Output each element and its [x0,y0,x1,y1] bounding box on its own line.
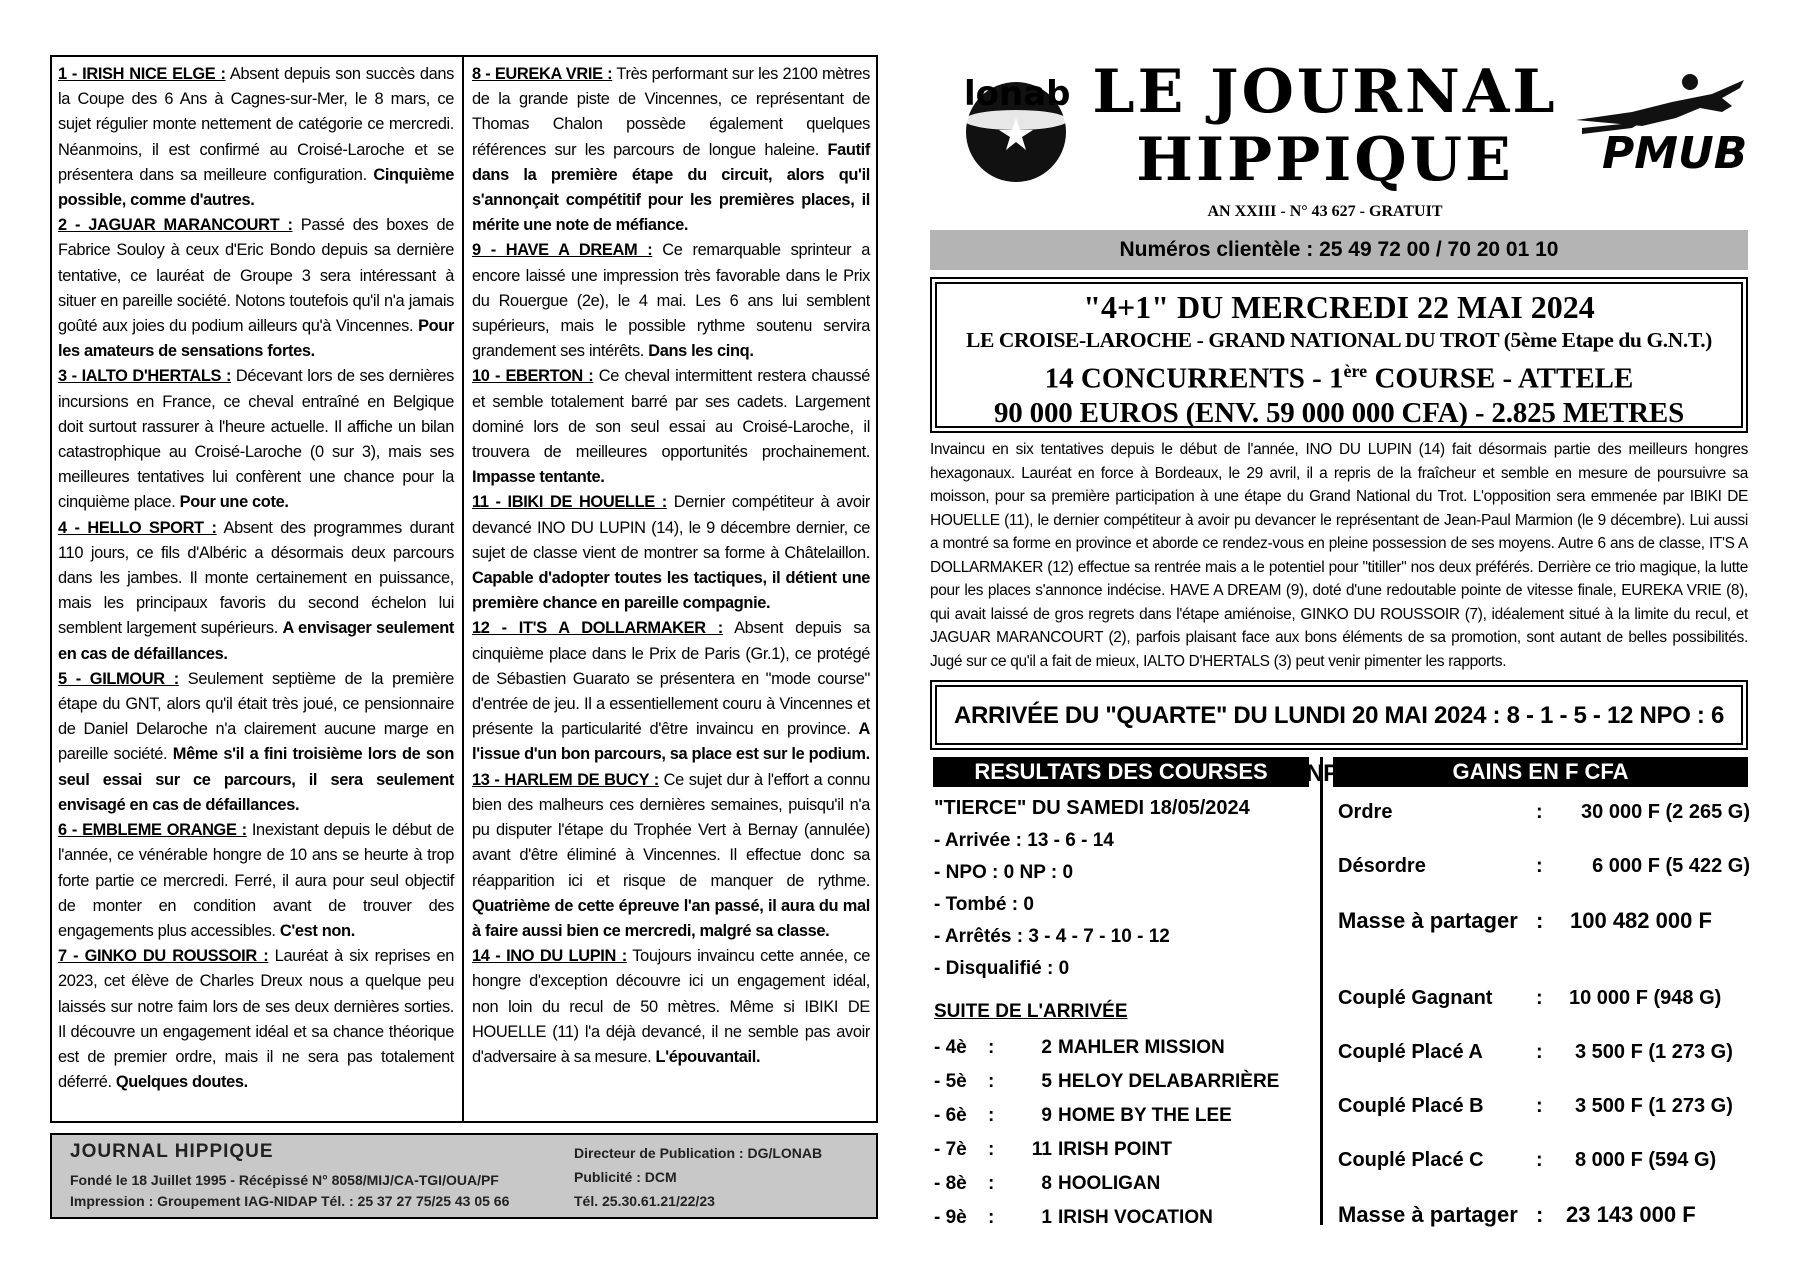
horse-comment: 10 - EBERTON : Ce cheval intermittent restera chaussé et semble totalement barré par ses cadets. Largement dominé lors de son seul essai au Croisé-Laroche, il trouvera de meilleures opportunités prochainement. Impasse tentante. [472,367,870,487]
imprint-footer [50,1133,878,1219]
gain-row: Couplé Gagnant [1338,987,1493,1009]
race-summary: Invaincu en six tentatives depuis le début de l'année, INO DU LUPIN (14) fait désormais partie des meilleurs hongres hexagonaux. Lauréat en force à Bordeaux, le 29 avril, il a repris de la fraîcheur et semble en mesure de poursuivre sa moisson, pour sa première participation à une étape du Grand National du Trot. L'opposition sera emmenée par IBIKI DE HOUELLE (11), le dernier compétiteur à avoir pu devancer le représentant de Jean-Paul Marmion (le 9 décembre). Lui aussi a montré sa forme en province et aborde ce rendez-vous en pleine possession de ses moyens. Autre 6 ans de classe, IT'S A DOLLARMAKER (12) effectue sa rentrée mais a le potentiel pour "titiller" nos deux préférés. Derrière ce trio magique, la lutte pour les places s'annonce indécise. HAVE A DREAM (9), doté d'une redoutable pointe de vitesse finale, EUREKA VRIE (8), qui avait laissé de gros regrets dans l'étape amiénoise, GINKO DU ROUSSOIR (7), idéalement situé à la limite du recul, et JAGUAR MARANCOURT (2), parfois plaisant face aux bons éléments de sa promotion, sont autant de belles possibilités. Jugé sur ce qu'il a fait de mieux, IALTO D'HERTALS (3) peut venir pimenter les rapports. [930,441,1748,670]
race-prize: 90 000 EUROS (ENV. 59 000 000 CFA) - 2.825 METRES [994,396,1684,429]
gain-row: Couplé Placé B [1338,1095,1484,1117]
gain-row: Masse à partager [1338,1202,1518,1227]
suite-row: - 5è : 5 HELOY DELABARRIÈRE [934,1071,1280,1092]
result-line: - Tombé : 0 [934,894,1034,915]
journal-title-line2: HIPPIQUE [1136,125,1514,195]
issue-info: AN XXIII - N° 43 627 - GRATUIT [1207,203,1443,220]
gain-value: 23 143 000 F [1566,1202,1696,1227]
horse-comment: 1 - IRISH NICE ELGE : Absent depuis son succès dans la Coupe des 6 Ans à Cagnes-sur-Mer, le 8 mars, ce sujet régulier monte nettement de catégorie ce mercredi. Néanmoins, il est confirmé au Croisé-Laroche et se présentera dans sa meilleure configuration. Cinquième possible, comme d'autres. [58,65,454,210]
pmub-logo [1572,72,1750,182]
footer-printing: Impression : Groupement IAG-NIDAP Tél. : 25 37 27 75/25 43 05 66 [70,1193,510,1209]
journal-title-line1: LE JOURNAL [1092,57,1558,127]
gain-row: Désordre [1338,855,1426,877]
race-title: "4+1" DU MERCREDI 22 MAI 2024 [1083,289,1595,325]
gain-value: 30 000 F (2 265 G) [1581,801,1750,823]
gains-table [1338,797,1750,1227]
suite-list [934,1037,1314,1241]
gain-value: 100 482 000 F [1570,908,1712,933]
gain-value: 6 000 F (5 422 G) [1592,855,1750,877]
gains-header: GAINS EN F CFA [1333,757,1748,787]
horse-comment: 5 - GILMOUR : Seulement septième de la première étape du GNT, alors qu'il était très joué, ce pensionnaire de Daniel Delaroche n'a clairement aucune marge en pareille société. Même s'il a fini troisième lors de son seul essai sur ce parcours, il sera seulement envisagé en cas de défaillances. [58,669,454,814]
suite-row: - 9è : 1 IRISH VOCATION [934,1207,1213,1228]
horse-comment: 2 - JAGUAR MARANCOURT : Passé des boxes de Fabrice Souloy à ceux d'Eric Bondo depuis sa dernière tentative, ce lauréat de Groupe 3 sera intéressant à situer en pareille société. Notons toutefois qu'il n'a jamais goûté aux joies du podium ailleurs qu'à Vincennes. Pour les amateurs de sensations fortes. [58,216,454,361]
gain-sep: : [1536,1202,1544,1227]
result-line: - Arrêtés : 3 - 4 - 7 - 10 - 12 [934,926,1170,947]
column-separator [462,55,464,1123]
gain-row: Masse à partager [1338,908,1518,933]
gain-value: 3 500 F (1 273 G) [1575,1041,1733,1063]
quarte-arrival-text: ARRIVÉE DU "QUARTE" DU LUNDI 20 MAI 2024 : 8 - 1 - 5 - 12 NPO : 6 [935,685,1743,745]
result-line: - Disqualifié : 0 [934,958,1070,979]
suite-title: SUITE DE L'ARRIVÉE [934,1001,1128,1022]
lonab-wordmark: lonab [964,74,1071,114]
result-line: - NPO : 0 NP : 0 [934,862,1074,883]
results-separator [1320,757,1323,1225]
pronostics-column-1 [58,62,454,1095]
footer-title: JOURNAL HIPPIQUE [70,1141,274,1162]
customer-numbers: Numéros clientèle : 25 49 72 00 / 70 20 01 10 [930,230,1748,270]
gain-sep: : [1536,987,1543,1009]
gain-sep: : [1536,1095,1543,1117]
horse-comment: 9 - HAVE A DREAM : Ce remarquable sprinteur a encore laissé une impression très favorable dans le Prix du Rouergue (2e), le 4 mai. Les 6 ans lui semblent supérieurs, mais le possible rythme soutenu servira grandement ses intérêts. Dans les cinq. [472,241,871,361]
horse-comment: 8 - EUREKA VRIE : Très performant sur les 2100 mètres de la grande piste de Vincennes, ce représentant de Thomas Chalon possède également quelques références sur les parcours de longue haleine. Fautif dans la première étape du circuit, alors qu'il s'annonçait compétitif pour les premières places, il mérite une note de méfiance. [472,65,870,235]
horse-comment: 11 - IBIKI DE HOUELLE : Dernier compétiteur à avoir devancé INO DU LUPIN (14), le 9 décembre dernier, ce sujet de classe vient de montrer sa forme à Châtelaillon. Capable d'adopter toutes les tactiques, il détient une première chance en pareille compagnie. [472,493,870,613]
horse-comment: 4 - HELLO SPORT : Absent des programmes durant 110 jours, ce fils d'Albéric a désormais deux parcours dans les jambes. Il monte certainement en puissance, mais les principaux favoris du second échelon lui semblent largement supérieurs. A envisager seulement en cas de défaillances. [58,518,454,663]
suite-row: - 6è : 9 HOME BY THE LEE [934,1105,1232,1126]
gain-value: 10 000 F (948 G) [1569,987,1722,1009]
footer-director: Directeur de Publication : DG/LONAB [574,1145,823,1161]
footer-publicity: Publicité : DCM [574,1169,677,1185]
horse-comment: 12 - IT'S A DOLLARMAKER : Absent depuis sa cinquième place dans le Prix de Paris (Gr.1), ce protégé de Sébastien Guarato se présentera en "mode course" d'entrée de jeu. Il a essentiellement couru à Vincennes et présente la particularité d'être invaincu en province. A l'issue d'un bon parcours, sa place est sur le podium. [472,619,870,764]
race-info-box [930,277,1748,433]
suite-row: - 7è : 11 IRISH POINT [934,1139,1173,1160]
gain-value: 3 500 F (1 273 G) [1575,1095,1733,1117]
pronostics-column-2 [472,62,870,1070]
horse-comment: 6 - EMBLEME ORANGE : Inexistant depuis le début de l'année, ce vénérable hongre de 10 ans se heurte à trop forte partie ce mercredi. Ferré, il aura pour seul objectif de monter en condition avant de trouver des engagements plus accessibles. C'est non. [58,821,454,940]
race-concurrents: 14 CONCURRENTS - 1ère COURSE - ATTELE [1044,361,1634,395]
horse-comment: 14 - INO DU LUPIN : Toujours invaincu cette année, ce hongre d'exception découvre ici un engagement idéal, non loin du recul de 50 mètres. Même si IBIKI DE HOUELLE (11) l'a déjà devancé, il ne semble pas avoir d'adversaire à sa mesure. L'épouvantail. [472,947,870,1066]
result-line: - Arrivée : 13 - 6 - 14 [934,830,1114,851]
gain-row: Ordre [1338,801,1393,823]
horse-comment: 13 - HARLEM DE BUCY : Ce sujet dur à l'effort a connu bien des malheurs ces dernières semaines, puisqu'il n'a pu disputer l'étape du Trophée Vert à Bernay (annulée) avant d'être éliminé à Vincennes. Il effectue donc sa réapparition ici et risque de manquer de rythme. Quatrième de cette épreuve l'an passé, il aura du mal à faire aussi bien ce mercredi, malgré sa classe. [472,770,870,940]
race-venue: LE CROISE-LAROCHE - GRAND NATIONAL DU TROT (5ème Etape du G.N.T.) [966,328,1712,352]
footer-tel: Tél. 25.30.61.21/22/23 [574,1193,715,1209]
gain-sep: : [1536,1149,1543,1171]
footer-founded: Fondé le 18 Juillet 1995 - Récépissé N° 8058/MIJ/CA-TGI/OUA/PF [70,1172,499,1188]
quarte-arrival-box [930,680,1748,750]
gain-row: Couplé Placé C [1338,1149,1484,1171]
suite-row: - 4è : 2 MAHLER MISSION [934,1037,1225,1058]
pmub-wordmark: PMUB [1602,128,1748,179]
gain-row: Couplé Placé A [1338,1041,1483,1063]
horse-comment: 7 - GINKO DU ROUSSOIR : Lauréat à six reprises en 2023, cet élève de Charles Dreux nous a quelque peu laissés sur notre faim lors de ses deux dernières sorties. Il découvre un engagement idéal et sa chance théorique est de premier ordre, mais il ne sera pas totalement déferré. Quelques doutes. [58,947,454,1092]
gain-value: 8 000 F (594 G) [1575,1149,1717,1171]
gain-sep: : [1536,908,1544,933]
tierce-title: "TIERCE" DU SAMEDI 18/05/2024 [934,797,1250,819]
horse-comment: 3 - IALTO D'HERTALS : Décevant lors de ses dernières incursions en France, ce cheval entraîné en Belgique doit surtout rassurer à l'heure actuelle. Il affiche un bilan catastrophique au Croisé-Laroche (0 sur 3), mais ses meilleures tentatives lui confèrent une chance pour la cinquième place. Pour une cote. [58,367,454,512]
lonab-logo [960,70,1072,182]
gain-sep: : [1536,801,1543,823]
results-header: RESULTATS DES COURSES [933,757,1309,787]
suite-row: - 8è : 8 HOOLIGAN [934,1173,1161,1194]
gain-sep: : [1536,855,1543,877]
gain-sep: : [1536,1041,1543,1063]
